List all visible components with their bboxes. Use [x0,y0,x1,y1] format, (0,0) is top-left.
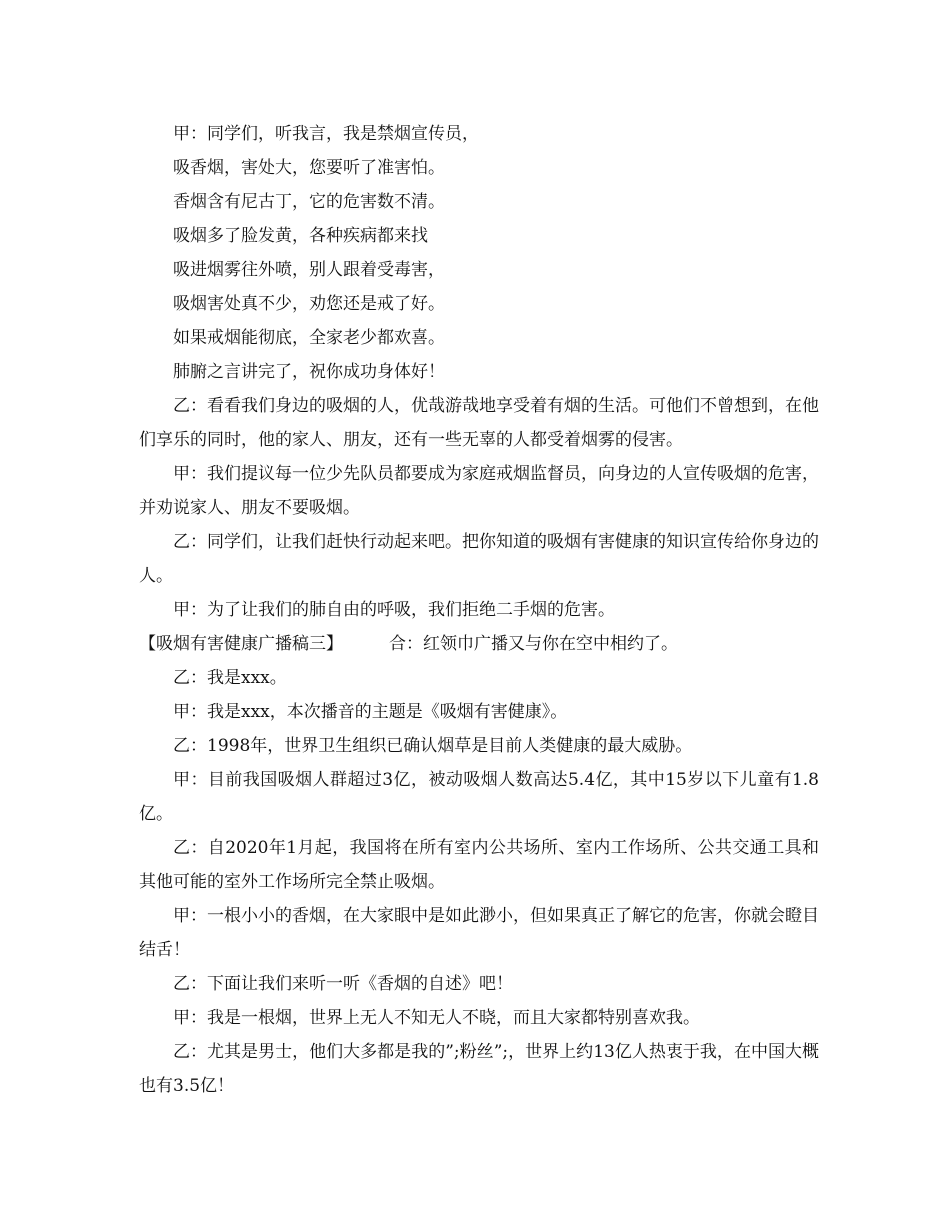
paragraph: 吸香烟，害处大，您要听了准害怕。 [173,158,445,178]
paragraph: 吸烟多了脸发黄，各种疾病都来找 [173,226,428,246]
paragraph: 乙：自2020年1月起，我国将在所有室内公共场所、室内工作场所、公共交通工具和其他可能的室外工作场所完全禁止吸烟。 [139,838,819,892]
paragraph: 甲：同学们，听我言，我是禁烟宣传员， [173,124,479,144]
paragraph: 香烟含有尼古丁，它的危害数不清。 [173,192,445,212]
paragraph: 乙：尤其是男士，他们大多都是我的”;粉丝”;，世界上约13亿人热衷于我，在中国大概也有3.5亿！ [139,1042,819,1096]
paragraph: 肺腑之言讲完了，祝你成功身体好！ [173,362,445,382]
paragraph: 甲：我们提议每一位少先队员都要成为家庭戒烟监督员，向身边的人宣传吸烟的危害，并劝说家人、朋友不要吸烟。 [139,464,819,518]
section-heading-line [139,627,819,661]
paragraph: 乙：下面让我们来听一听《香烟的自述》吧！ [173,974,513,994]
section-title: 【吸烟有害健康广播稿三】 [139,634,343,654]
paragraph: 甲：我是xxx，本次播音的主题是《吸烟有害健康》。 [173,702,568,722]
paragraph: 甲：一根小小的香烟，在大家眼中是如此渺小，但如果真正了解它的危害，你就会瞪目结舌！ [139,906,819,960]
paragraph: 乙：1998年，世界卫生组织已确认烟草是目前人类健康的最大威胁。 [173,736,693,756]
paragraph: 乙：同学们，让我们赶快行动起来吧。把你知道的吸烟有害健康的知识宣传给你身边的人。 [139,532,819,586]
paragraph: 乙：我是xxx。 [173,668,287,688]
paragraph: 如果戒烟能彻底，全家老少都欢喜。 [173,328,445,348]
paragraph: 甲：为了让我们的肺自由的呼吸，我们拒绝二手烟的危害。 [173,600,615,620]
document-body [139,117,819,1103]
paragraph: 吸进烟雾往外喷，别人跟着受毒害， [173,260,445,280]
paragraph: 甲：目前我国吸烟人群超过3亿，被动吸烟人数高达5.4亿，其中15岁以下儿童有1.8亿。 [139,770,819,824]
paragraph: 吸烟害处真不少，劝您还是戒了好。 [173,294,445,314]
paragraph: 乙：看看我们身边的吸烟的人，优哉游哉地享受着有烟的生活。可他们不曾想到，在他们享乐的同时，他的家人、朋友，还有一些无辜的人都受着烟雾的侵害。 [139,396,819,450]
paragraph: 甲：我是一根烟，世界上无人不知无人不晓，而且大家都特别喜欢我。 [173,1008,700,1028]
section-first-line: 合：红领巾广播又与你在空中相约了。 [389,634,678,654]
